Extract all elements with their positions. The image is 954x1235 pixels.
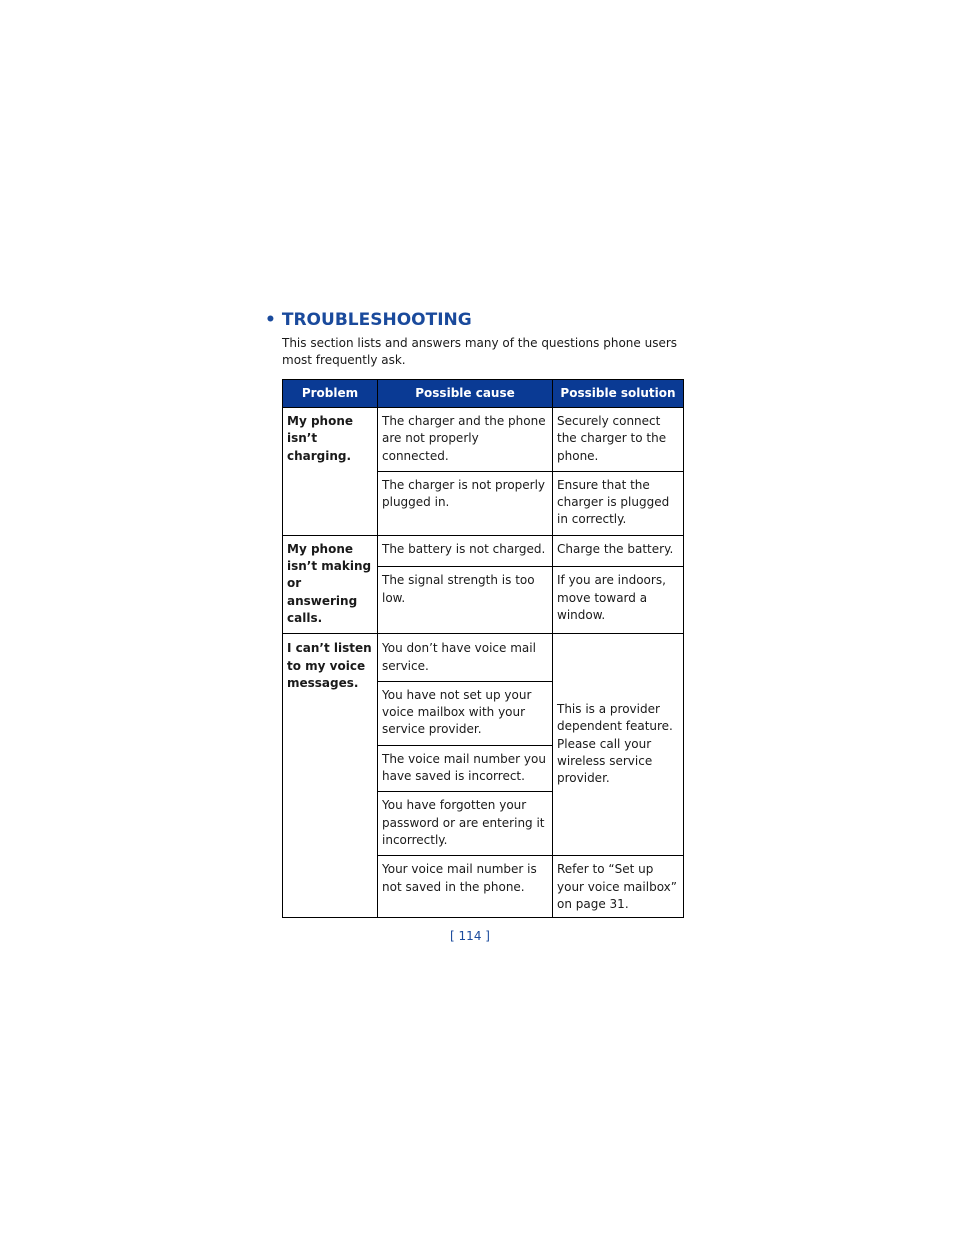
cause-cell: You have forgotten your password or are entering it incorrectly. [378, 792, 553, 856]
cause-cell: You have not set up your voice mailbox with your service provider. [378, 681, 553, 745]
cause-cell: Your voice mail number is not saved in the phone. [378, 856, 553, 918]
page-number: [ 114 ] [450, 929, 490, 943]
cause-cell: You don’t have voice mail service. [378, 634, 553, 682]
solution-cell-shared: This is a provider dependent feature. Please call your wireless service provider. [553, 634, 684, 856]
solution-cell: Securely connect the charger to the phone. [553, 408, 684, 472]
solution-cell: Refer to “Set up your voice mailbox” on page 31. [553, 856, 684, 918]
cause-cell: The voice mail number you have saved is incorrect. [378, 745, 553, 792]
cause-cell: The battery is not charged. [378, 535, 553, 567]
problem-cell: My phone isn’t making or answering calls. [283, 535, 378, 633]
header-possible-cause: Possible cause [378, 380, 553, 408]
cause-cell: The charger and the phone are not properly connected. [378, 408, 553, 472]
cause-cell: The charger is not properly plugged in. [378, 471, 553, 535]
table-header-row [283, 380, 684, 408]
table-row [283, 634, 684, 682]
section-title [265, 310, 472, 330]
troubleshooting-table [282, 379, 684, 918]
cause-cell: The signal strength is too low. [378, 567, 553, 634]
problem-cell: I can’t listen to my voice messages. [283, 634, 378, 918]
solution-cell: Charge the battery. [553, 535, 684, 567]
table-row [283, 535, 684, 567]
solution-cell: If you are indoors, move toward a window. [553, 567, 684, 634]
title-bullet: • [265, 310, 276, 330]
problem-cell: My phone isn’t charging. [283, 408, 378, 536]
intro-paragraph: This section lists and answers many of the questions phone users most frequently ask. [282, 336, 678, 367]
solution-cell: Ensure that the charger is plugged in correctly. [553, 471, 684, 535]
header-problem: Problem [283, 380, 378, 408]
header-possible-solution: Possible solution [553, 380, 684, 408]
table-row [283, 408, 684, 472]
title-text: TROUBLESHOOTING [281, 310, 472, 330]
